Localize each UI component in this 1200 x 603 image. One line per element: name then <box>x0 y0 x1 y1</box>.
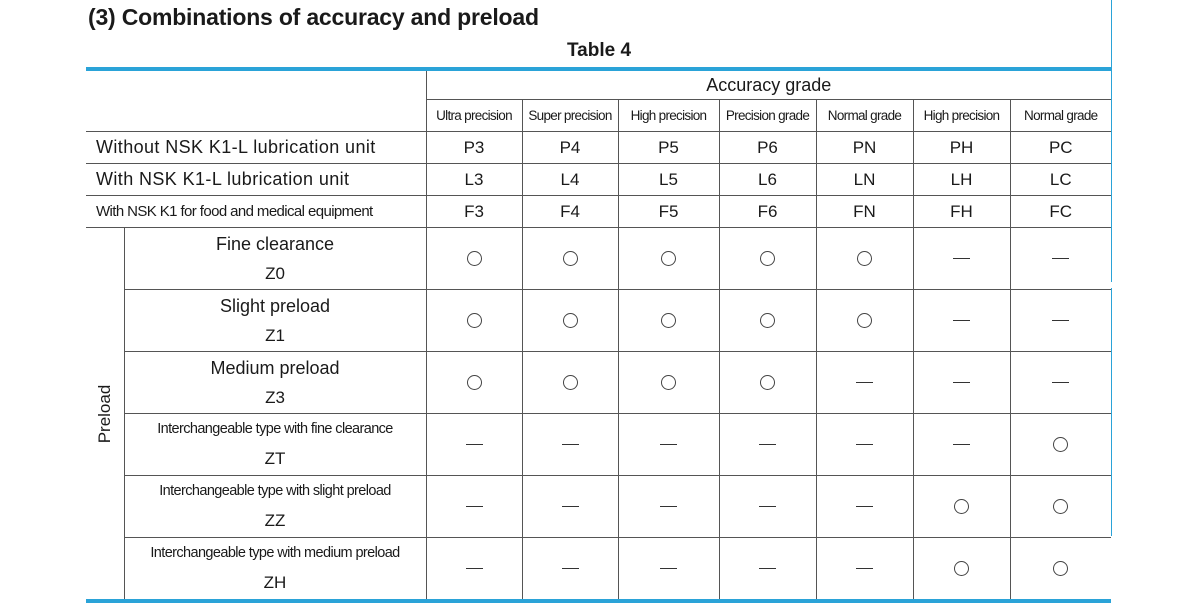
preload-side-label: Preload <box>86 228 124 602</box>
available-circle-icon <box>913 476 1010 538</box>
preload-name: Slight preload <box>219 296 331 316</box>
available-circle-icon <box>816 228 913 290</box>
preload-code: Z0 <box>265 264 285 283</box>
not-available-dash-icon <box>719 476 816 538</box>
grade-code: L3 <box>426 164 522 196</box>
not-available-dash-icon <box>522 538 618 602</box>
grade-code: LC <box>1010 164 1111 196</box>
not-available-dash-icon <box>426 538 522 602</box>
preload-name: Interchangeable type with medium preload <box>150 545 400 562</box>
not-available-dash-icon <box>816 414 913 476</box>
grade-code: L5 <box>618 164 719 196</box>
preload-row <box>86 538 1111 602</box>
grade-header: Ultra precision <box>426 100 522 132</box>
preload-code: ZH <box>263 572 287 592</box>
accuracy-grade-header: Accuracy grade <box>426 69 1111 100</box>
not-available-dash-icon <box>913 228 1010 290</box>
accuracy-preload-table <box>86 67 1111 603</box>
grade-code: FN <box>816 196 913 228</box>
grade-code: L6 <box>719 164 816 196</box>
grade-code: FC <box>1010 196 1111 228</box>
grade-code: PN <box>816 132 913 164</box>
not-available-dash-icon <box>522 414 618 476</box>
grade-code: L4 <box>522 164 618 196</box>
preload-row <box>86 290 1111 352</box>
grade-header: Precision grade <box>719 100 816 132</box>
preload-name: Fine clearance <box>215 234 335 254</box>
not-available-dash-icon <box>816 538 913 602</box>
available-circle-icon <box>913 538 1010 602</box>
code-row-label: With NSK K1 for food and medical equipment <box>86 196 426 228</box>
not-available-dash-icon <box>522 476 618 538</box>
preload-label <box>124 476 426 538</box>
preload-name: Interchangeable type with fine clearance <box>157 421 393 438</box>
grade-code: F6 <box>719 196 816 228</box>
available-circle-icon <box>426 228 522 290</box>
available-circle-icon <box>1010 538 1111 602</box>
not-available-dash-icon <box>426 476 522 538</box>
available-circle-icon <box>1010 476 1111 538</box>
not-available-dash-icon <box>1010 352 1111 414</box>
not-available-dash-icon <box>913 352 1010 414</box>
grade-header: High precision <box>618 100 719 132</box>
preload-label <box>124 538 426 602</box>
preload-row <box>86 476 1111 538</box>
available-circle-icon <box>522 228 618 290</box>
grade-code: P3 <box>426 132 522 164</box>
not-available-dash-icon <box>618 538 719 602</box>
grade-code: FH <box>913 196 1010 228</box>
not-available-dash-icon <box>618 476 719 538</box>
available-circle-icon <box>426 352 522 414</box>
preload-code: ZZ <box>264 510 286 530</box>
preload-name: Medium preload <box>210 358 340 378</box>
not-available-dash-icon <box>1010 290 1111 352</box>
not-available-dash-icon <box>719 414 816 476</box>
grade-code: F3 <box>426 196 522 228</box>
code-row-label: With NSK K1-L lubrication unit <box>86 164 426 196</box>
available-circle-icon <box>618 228 719 290</box>
grade-code: F4 <box>522 196 618 228</box>
not-available-dash-icon <box>816 352 913 414</box>
available-circle-icon <box>618 352 719 414</box>
preload-label <box>124 290 426 352</box>
preload-row <box>86 228 1111 290</box>
grade-header: Normal grade <box>1010 100 1111 132</box>
preload-name: Interchangeable type with slight preload <box>159 483 391 500</box>
not-available-dash-icon <box>816 476 913 538</box>
available-circle-icon <box>719 290 816 352</box>
available-circle-icon <box>522 352 618 414</box>
not-available-dash-icon <box>1010 228 1111 290</box>
grade-code: LH <box>913 164 1010 196</box>
right-margin-rule <box>1111 0 1112 282</box>
preload-label <box>124 352 426 414</box>
preload-row <box>86 414 1111 476</box>
available-circle-icon <box>719 352 816 414</box>
grade-code: P4 <box>522 132 618 164</box>
available-circle-icon <box>618 290 719 352</box>
grade-code: LN <box>816 164 913 196</box>
grade-code: PH <box>913 132 1010 164</box>
preload-code: ZT <box>264 448 286 468</box>
code-row-label: Without NSK K1-L lubrication unit <box>86 132 426 164</box>
grade-header: Super precision <box>522 100 618 132</box>
grade-code: PC <box>1010 132 1111 164</box>
not-available-dash-icon <box>913 290 1010 352</box>
preload-label <box>124 228 426 290</box>
available-circle-icon <box>426 290 522 352</box>
table-caption: Table 4 <box>566 40 632 61</box>
preload-code: Z3 <box>265 388 285 407</box>
preload-code: Z1 <box>265 326 285 345</box>
grade-header: High precision <box>913 100 1010 132</box>
section-title: (3) Combinations of accuracy and preload <box>88 4 539 30</box>
right-margin-rule-lower <box>1111 288 1112 536</box>
header-corner-cell <box>86 69 426 132</box>
not-available-dash-icon <box>426 414 522 476</box>
not-available-dash-icon <box>913 414 1010 476</box>
grade-code: P5 <box>618 132 719 164</box>
available-circle-icon <box>1010 414 1111 476</box>
grade-code: F5 <box>618 196 719 228</box>
not-available-dash-icon <box>618 414 719 476</box>
grade-header: Normal grade <box>816 100 913 132</box>
not-available-dash-icon <box>719 538 816 602</box>
available-circle-icon <box>522 290 618 352</box>
preload-row <box>86 352 1111 414</box>
grade-code: P6 <box>719 132 816 164</box>
available-circle-icon <box>719 228 816 290</box>
preload-label <box>124 414 426 476</box>
available-circle-icon <box>816 290 913 352</box>
